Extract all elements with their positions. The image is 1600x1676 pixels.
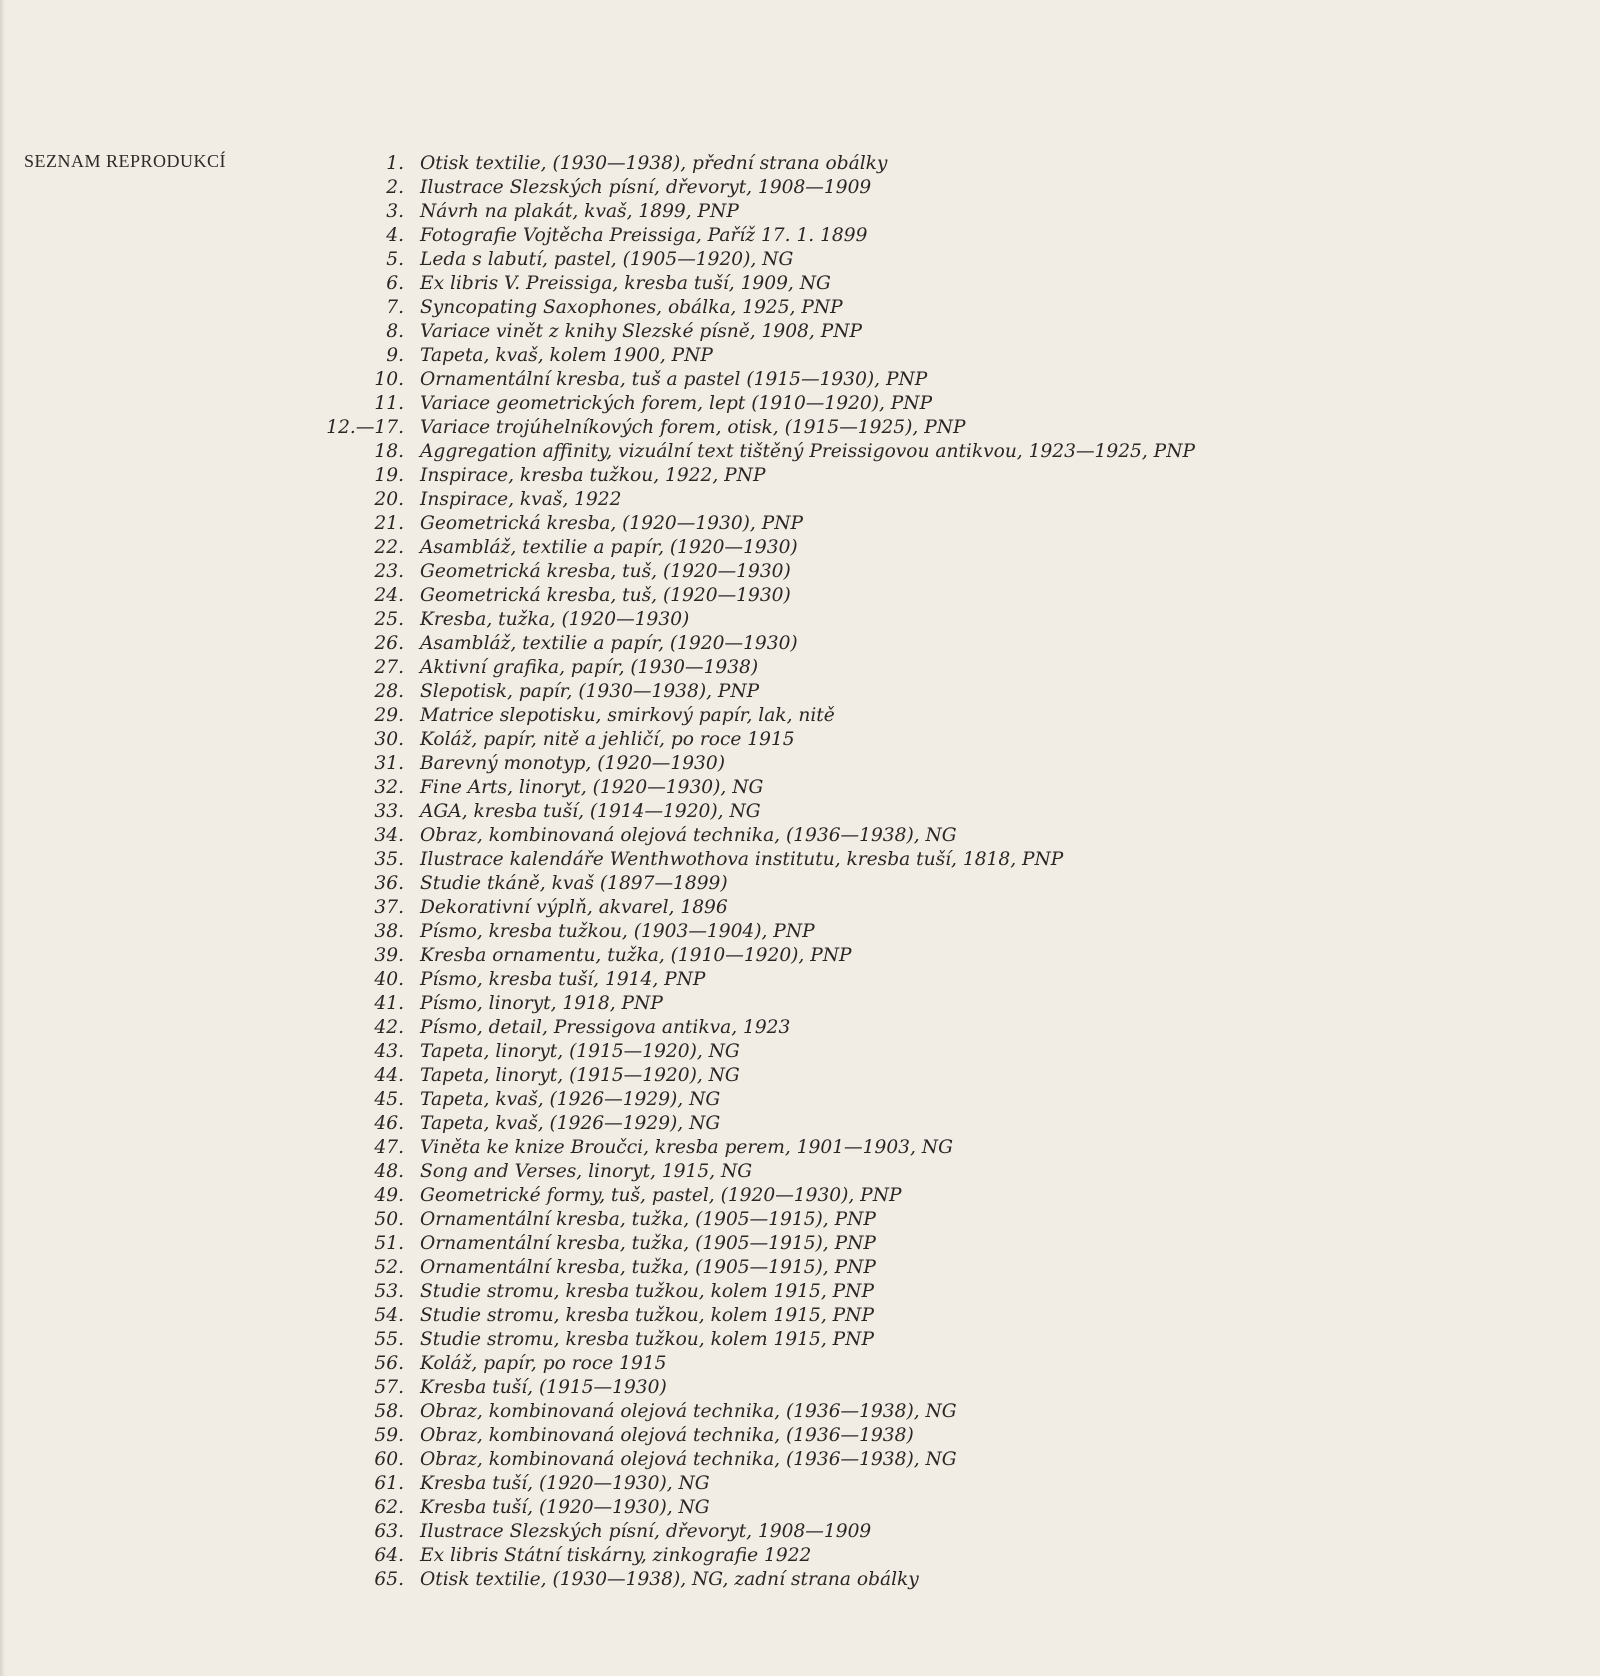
item-description: Kresba, tužka, (1920—1930) (420, 609, 690, 630)
item-number: 57. (374, 1377, 404, 1398)
item-number: 52. (374, 1257, 404, 1278)
item-number: 37. (374, 897, 404, 918)
item-description: Aggregation affinity, vizuální text tištěný Preissigovou antikvou, 1923—1925, PNP (420, 441, 1195, 462)
item-description: Koláž, papír, po roce 1915 (420, 1353, 667, 1374)
item-description: Ilustrace Slezských písní, dřevoryt, 1908—1909 (420, 177, 872, 198)
item-description: Tapeta, linoryt, (1915—1920), NG (420, 1041, 740, 1062)
item-number: 27. (374, 657, 404, 678)
item-number: 47. (374, 1137, 404, 1158)
item-description: Obraz, kombinovaná olejová technika, (1936—1938), NG (420, 825, 957, 846)
item-description: Inspirace, kresba tužkou, 1922, PNP (420, 465, 766, 486)
item-number: 42. (374, 1017, 404, 1038)
item-description: Barevný monotyp, (1920—1930) (420, 753, 725, 774)
item-number: 50. (374, 1209, 404, 1230)
item-number: 64. (374, 1545, 404, 1566)
item-number: 54. (374, 1305, 404, 1326)
item-description: Variace trojúhelníkových forem, otisk, (1915—1925), PNP (420, 417, 966, 438)
item-number: 20. (374, 489, 404, 510)
item-description: Ornamentální kresba, tužka, (1905—1915), PNP (420, 1257, 876, 1278)
item-number: 6. (386, 273, 404, 294)
item-number: 40. (374, 969, 404, 990)
item-number: 45. (374, 1089, 404, 1110)
item-description: Variace geometrických forem, lept (1910—1920), PNP (420, 393, 933, 414)
item-number: 30. (374, 729, 404, 750)
item-number: 2. (386, 177, 404, 198)
item-number: 10. (374, 369, 404, 390)
item-number: 53. (374, 1281, 404, 1302)
item-description: Ornamentální kresba, tuš a pastel (1915—1930), PNP (420, 369, 928, 390)
item-number: 11. (374, 393, 404, 414)
item-description: Obraz, kombinovaná olejová technika, (1936—1938), NG (420, 1449, 957, 1470)
item-number: 49. (374, 1185, 404, 1206)
item-description: Ilustrace kalendáře Wenthwothova institutu, kresba tuší, 1818, PNP (420, 849, 1064, 870)
item-number: 4. (386, 225, 404, 246)
item-number: 48. (374, 1161, 404, 1182)
item-number: 43. (374, 1041, 404, 1062)
item-description: Song and Verses, linoryt, 1915, NG (420, 1161, 753, 1182)
item-description: Koláž, papír, nitě a jehličí, po roce 1915 (420, 729, 795, 750)
item-description: Písmo, detail, Pressigova antikva, 1923 (420, 1017, 791, 1038)
item-number: 62. (374, 1497, 404, 1518)
item-description: Studie stromu, kresba tužkou, kolem 1915, PNP (420, 1329, 874, 1350)
item-description: Leda s labutí, pastel, (1905—1920), NG (420, 249, 794, 270)
item-description: Viněta ke knize Broučci, kresba perem, 1901—1903, NG (420, 1137, 953, 1158)
item-number: 8. (386, 321, 404, 342)
item-description: Obraz, kombinovaná olejová technika, (1936—1938), NG (420, 1401, 957, 1422)
item-number: 12.—17. (326, 417, 404, 438)
item-number: 58. (374, 1401, 404, 1422)
item-description: Obraz, kombinovaná olejová technika, (1936—1938) (420, 1425, 914, 1446)
item-number: 3. (386, 201, 404, 222)
item-number: 1. (386, 153, 404, 174)
item-description: Ilustrace Slezských písní, dřevoryt, 1908—1909 (420, 1521, 872, 1542)
item-description: Studie stromu, kresba tužkou, kolem 1915, PNP (420, 1281, 874, 1302)
item-number: 38. (374, 921, 404, 942)
item-number: 19. (374, 465, 404, 486)
item-number: 60. (374, 1449, 404, 1470)
item-number: 29. (374, 705, 404, 726)
item-description: Geometrická kresba, (1920—1930), PNP (420, 513, 804, 534)
item-number: 21. (374, 513, 404, 534)
item-description: Písmo, kresba tuší, 1914, PNP (420, 969, 706, 990)
item-number: 32. (374, 777, 404, 798)
item-description: Dekorativní výplň, akvarel, 1896 (420, 897, 728, 918)
item-number: 59. (374, 1425, 404, 1446)
item-description: Návrh na plakát, kvaš, 1899, PNP (420, 201, 739, 222)
item-description: Kresba tuší, (1920—1930), NG (420, 1497, 710, 1518)
item-description: Geometrické formy, tuš, pastel, (1920—1930), PNP (420, 1185, 902, 1206)
item-number: 55. (374, 1329, 404, 1350)
item-number: 65. (374, 1569, 404, 1590)
item-description: Matrice slepotisku, smirkový papír, lak, nitě (420, 705, 835, 726)
item-description: Asambláž, textilie a papír, (1920—1930) (420, 537, 798, 558)
item-number: 51. (374, 1233, 404, 1254)
item-description: Tapeta, kvaš, (1926—1929), NG (420, 1089, 721, 1110)
item-number: 46. (374, 1113, 404, 1134)
item-number: 61. (374, 1473, 404, 1494)
item-description: Kresba tuší, (1915—1930) (420, 1377, 667, 1398)
item-number: 35. (374, 849, 404, 870)
item-number: 28. (374, 681, 404, 702)
item-description: Tapeta, kvaš, kolem 1900, PNP (420, 345, 713, 366)
item-description: Studie tkáně, kvaš (1897—1899) (420, 873, 728, 894)
item-number: 7. (386, 297, 404, 318)
item-description: Kresba tuší, (1920—1930), NG (420, 1473, 710, 1494)
item-number: 26. (374, 633, 404, 654)
item-description: Geometrická kresba, tuš, (1920—1930) (420, 585, 791, 606)
item-description: Studie stromu, kresba tužkou, kolem 1915, PNP (420, 1305, 874, 1326)
item-number: 34. (374, 825, 404, 846)
item-description: Písmo, kresba tužkou, (1903—1904), PNP (420, 921, 815, 942)
item-number: 25. (374, 609, 404, 630)
item-description: Syncopating Saxophones, obálka, 1925, PNP (420, 297, 843, 318)
item-description: Ornamentální kresba, tužka, (1905—1915), PNP (420, 1233, 876, 1254)
item-number: 5. (386, 249, 404, 270)
item-description: Geometrická kresba, tuš, (1920—1930) (420, 561, 791, 582)
item-description: Otisk textilie, (1930—1938), NG, zadní strana obálky (420, 1569, 919, 1590)
item-number: 33. (374, 801, 404, 822)
item-number: 41. (374, 993, 404, 1014)
item-number: 24. (374, 585, 404, 606)
item-description: Ex libris Státní tiskárny, zinkografie 1922 (420, 1545, 812, 1566)
item-description: AGA, kresba tuší, (1914—1920), NG (420, 801, 761, 822)
item-number: 31. (374, 753, 404, 774)
item-number: 9. (386, 345, 404, 366)
item-description: Kresba ornamentu, tužka, (1910—1920), PNP (420, 945, 852, 966)
item-number: 63. (374, 1521, 404, 1542)
item-number: 56. (374, 1353, 404, 1374)
item-description: Ex libris V. Preissiga, kresba tuší, 1909, NG (420, 273, 831, 294)
item-description: Fine Arts, linoryt, (1920—1930), NG (420, 777, 764, 798)
item-description: Asambláž, textilie a papír, (1920—1930) (420, 633, 798, 654)
item-description: Slepotisk, papír, (1930—1938), PNP (420, 681, 760, 702)
item-description: Otisk textilie, (1930—1938), přední strana obálky (420, 153, 888, 174)
item-description: Tapeta, kvaš, (1926—1929), NG (420, 1113, 721, 1134)
item-description: Ornamentální kresba, tužka, (1905—1915), PNP (420, 1209, 876, 1230)
item-number: 39. (374, 945, 404, 966)
page-spine-edge (0, 0, 5, 1676)
item-description: Tapeta, linoryt, (1915—1920), NG (420, 1065, 740, 1086)
item-description: Fotografie Vojtěcha Preissiga, Paříž 17. 1. 1899 (420, 225, 868, 246)
item-description: Písmo, linoryt, 1918, PNP (420, 993, 663, 1014)
section-heading: SEZNAM REPRODUKCÍ (24, 151, 227, 171)
item-description: Inspirace, kvaš, 1922 (420, 489, 622, 510)
item-number: 22. (374, 537, 404, 558)
item-number: 44. (374, 1065, 404, 1086)
item-description: Variace vinět z knihy Slezské písně, 1908, PNP (420, 321, 862, 342)
item-number: 18. (374, 441, 404, 462)
item-description: Aktivní grafika, papír, (1930—1938) (420, 657, 759, 678)
item-number: 23. (374, 561, 404, 582)
item-number: 36. (374, 873, 404, 894)
